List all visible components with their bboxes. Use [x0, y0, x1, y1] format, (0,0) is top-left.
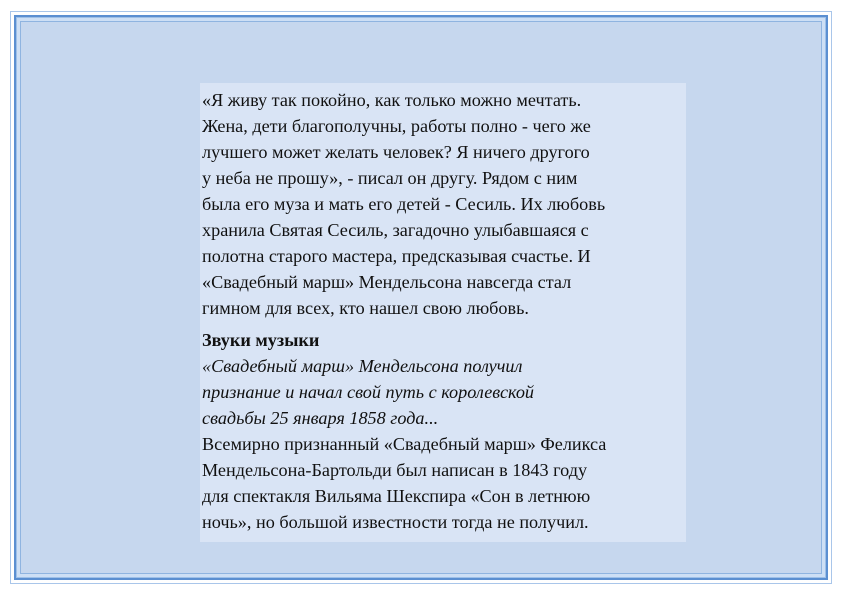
text-line: гимном для всех, кто нашел свою любовь. — [202, 298, 529, 318]
paragraph-history — [202, 431, 680, 535]
italic-subtitle — [202, 353, 680, 431]
text-line: у неба не прошу», - писал он другу. Рядом с ним — [202, 168, 578, 188]
text-line: Мендельсона-Бартольди был написан в 1843 году — [202, 460, 588, 480]
paragraph-quote — [202, 87, 680, 321]
text-line: была его муза и мать его детей - Сесиль. Их любовь — [202, 194, 606, 214]
text-line: Жена, дети благополучны, работы полно - чего же — [202, 116, 591, 136]
text-line: «Свадебный марш» Мендельсона получил — [202, 356, 523, 376]
text-line: лучшего может желать человек? Я ничего другого — [202, 142, 590, 162]
section-heading: Звуки музыки — [202, 330, 320, 350]
text-line: Всемирно признанный «Свадебный марш» Феликса — [202, 434, 607, 454]
text-line: для спектакля Вильяма Шекспира «Сон в летнюю — [202, 486, 591, 506]
text-line: хранила Святая Сесиль, загадочно улыбавшаяся с — [202, 220, 589, 240]
text-line: «Я живу так покойно, как только можно мечтать. — [202, 90, 582, 110]
text-line: ночь», но большой известности тогда не получил. — [202, 512, 589, 532]
text-line: «Свадебный марш» Мендельсона навсегда стал — [202, 272, 572, 292]
text-box — [200, 83, 686, 542]
text-line: признание и начал свой путь с королевской — [202, 382, 535, 402]
text-line: полотна старого мастера, предсказывая счастье. И — [202, 246, 591, 266]
text-line: свадьбы 25 января 1858 года... — [202, 408, 439, 428]
